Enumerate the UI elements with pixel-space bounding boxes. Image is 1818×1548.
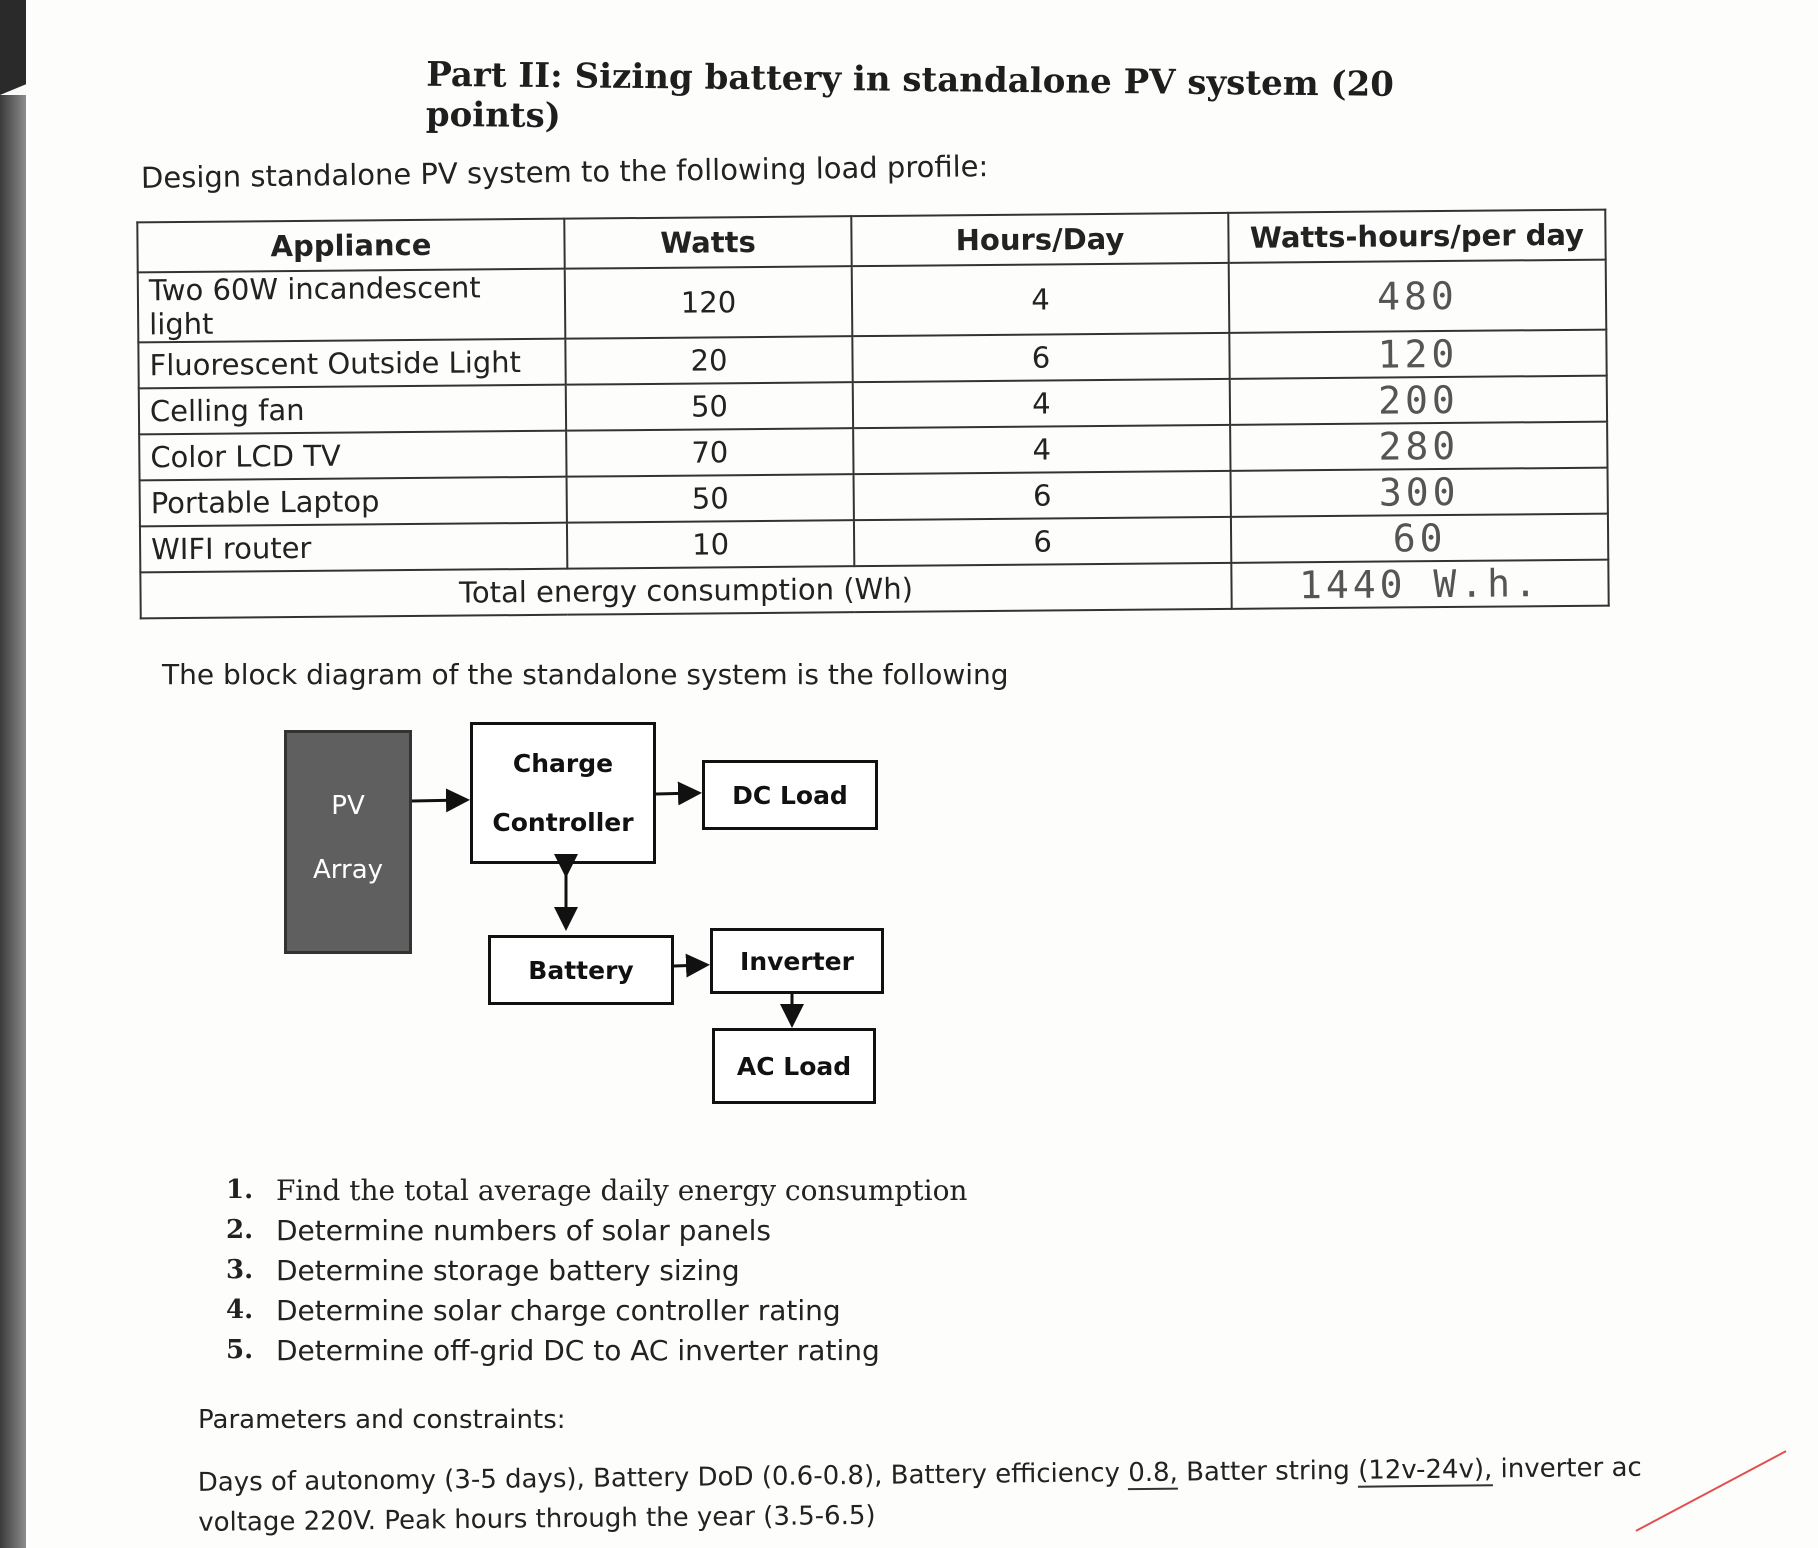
list-item	[226, 1170, 967, 1210]
total-value: 1440 W.h.	[1231, 560, 1608, 609]
appliance-cell: Celling fan	[139, 385, 566, 435]
question-text: Find the total average daily energy consumption	[276, 1173, 968, 1207]
watts-cell: 50	[566, 382, 853, 431]
string-value: (12v-24v),	[1357, 1454, 1493, 1486]
efficiency-value: 0.8,	[1128, 1457, 1179, 1489]
ac-load-block: AC Load	[712, 1028, 876, 1104]
wh-cell: 280	[1230, 422, 1607, 471]
wh-cell: 200	[1230, 376, 1607, 425]
question-number: 1.	[226, 1175, 254, 1205]
question-number: 2.	[226, 1215, 254, 1245]
watts-cell: 70	[566, 428, 853, 477]
pv-to-controller-arrow	[412, 800, 464, 801]
watts-cell: 20	[565, 336, 852, 385]
appliance-cell: Color LCD TV	[139, 431, 566, 481]
battery-to-inverter-arrow	[674, 965, 704, 966]
hours-cell: 6	[854, 517, 1231, 566]
background-edge	[0, 95, 26, 1548]
question-number: 4.	[226, 1295, 254, 1325]
question-text: Determine storage battery sizing	[276, 1253, 740, 1287]
question-number: 5.	[226, 1335, 254, 1365]
watts-cell: 50	[567, 474, 854, 523]
appliance-cell: Two 60W incandescent light	[138, 269, 566, 343]
hours-cell: 4	[853, 379, 1230, 428]
page-title: Part II: Sizing battery in standalone PV system (20 points)	[425, 54, 1395, 137]
list-item	[226, 1210, 967, 1250]
question-text: Determine solar charge controller rating	[276, 1293, 841, 1327]
appliance-cell: Fluorescent Outside Light	[138, 339, 565, 389]
total-label: Total energy consumption (Wh)	[140, 563, 1231, 619]
inverter-block: Inverter	[710, 928, 884, 994]
params-part-c: inverter ac voltage 220V. Peak hours through the year (3.5-6.5)	[198, 1452, 1642, 1538]
controller-to-dcload-arrow	[656, 793, 696, 794]
wh-cell: 480	[1229, 260, 1607, 333]
hours-cell: 6	[854, 471, 1231, 520]
wh-cell: 60	[1231, 514, 1608, 563]
hours-cell: 4	[853, 425, 1230, 474]
watts-cell: 120	[565, 266, 853, 339]
appliance-cell: WIFI router	[140, 523, 567, 573]
question-text: Determine off-grid DC to AC inverter rating	[276, 1333, 880, 1367]
controller-label: Controller	[492, 808, 634, 837]
wh-cell: 300	[1231, 468, 1608, 517]
question-number: 3.	[226, 1255, 254, 1285]
params-heading: Parameters and constraints:	[198, 1405, 566, 1435]
list-item	[226, 1250, 967, 1290]
header-watts: Watts	[564, 216, 851, 269]
array-label: Array	[312, 855, 384, 885]
pv-label: PV	[331, 791, 365, 821]
intro-text: Design standalone PV system to the following load profile:	[140, 149, 989, 195]
document-page	[26, 0, 1818, 1548]
dc-load-block: DC Load	[702, 760, 878, 830]
header-hours: Hours/Day	[851, 213, 1228, 266]
params-part-a: Days of autonomy (3-5 days), Battery DoD (0.6-0.8), Battery efficiency	[197, 1458, 1129, 1498]
list-item	[226, 1290, 967, 1330]
diagram-intro: The block diagram of the standalone system is the following	[162, 658, 1009, 691]
list-item	[226, 1330, 967, 1370]
header-wh: Watts-hours/per day	[1228, 210, 1605, 263]
header-appliance: Appliance	[137, 219, 564, 273]
question-list	[226, 1170, 967, 1370]
wh-cell: 120	[1229, 330, 1606, 379]
watts-cell: 10	[567, 520, 854, 569]
battery-block: Battery	[488, 935, 674, 1005]
hours-cell: 6	[852, 333, 1229, 382]
charge-label: Charge	[512, 749, 614, 778]
question-text: Determine numbers of solar panels	[276, 1213, 771, 1247]
appliance-cell: Portable Laptop	[140, 477, 567, 527]
params-part-b: Batter string	[1177, 1455, 1359, 1488]
params-text	[198, 1447, 1699, 1543]
hours-cell: 4	[852, 263, 1230, 336]
